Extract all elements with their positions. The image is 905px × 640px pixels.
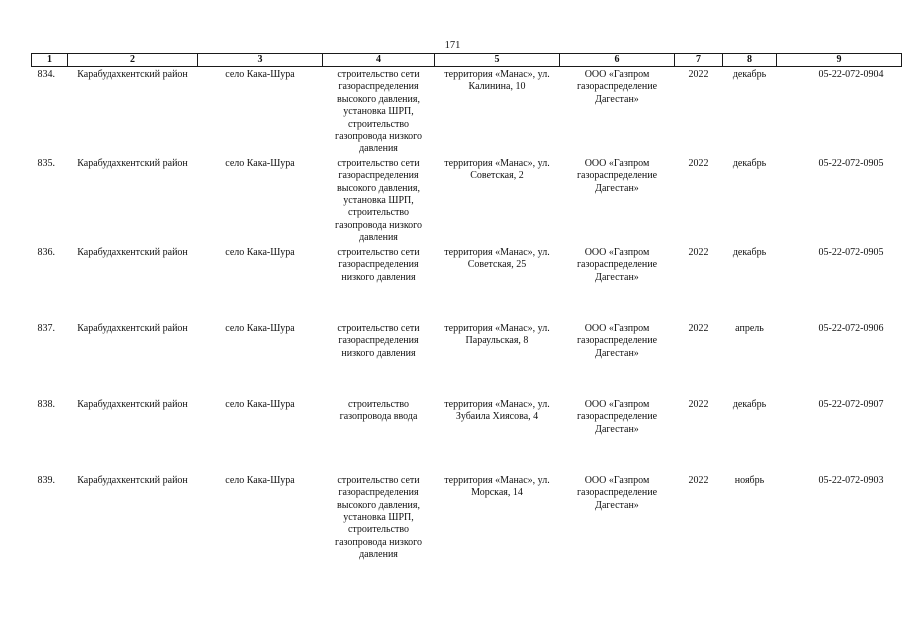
gas-network-table [31, 53, 902, 562]
table-row [32, 156, 902, 245]
organization-cell: ООО «Газпром газораспределение Дагестан» [576, 474, 658, 511]
row-number: 835. [37, 157, 55, 169]
organization-cell: ООО «Газпром газораспределение Дагестан» [576, 246, 658, 283]
work-cell: строительство сети газораспределения высокого давления, установка ШРП, строительство газопровода низкого давления [334, 69, 423, 155]
year-cell: 2022 [688, 69, 709, 80]
settlement-cell: село Кака-Шура [225, 246, 295, 258]
year-cell: 2022 [688, 474, 709, 486]
address-cell: территория «Манас», ул. Калинина, 10 [444, 69, 550, 93]
code-cell: 05-22-072-0903 [818, 474, 884, 486]
year-cell: 2022 [688, 322, 709, 334]
month-cell: декабрь [732, 246, 767, 258]
col-header-5: 5 [435, 54, 560, 67]
work-cell: строительство сети газораспределения низкого давления [337, 322, 420, 359]
month-cell: декабрь [732, 69, 767, 80]
settlement-cell: село Кака-Шура [225, 474, 295, 486]
code-cell: 05-22-072-0906 [818, 322, 884, 334]
settlement-cell: село Кака-Шура [225, 398, 295, 410]
address-cell: территория «Манас», ул. Советская, 2 [444, 157, 550, 182]
district-cell: Карабудахкентский район [77, 474, 188, 486]
address-cell: территория «Манас», ул. Советская, 25 [444, 246, 550, 271]
col-header-2: 2 [68, 54, 198, 67]
header-row [32, 54, 902, 67]
district-cell: Карабудахкентский район [77, 322, 188, 334]
address-cell: территория «Манас», ул. Параульская, 8 [444, 322, 550, 347]
col-header-4: 4 [323, 54, 435, 67]
table-row [32, 321, 902, 397]
col-header-7: 7 [675, 54, 723, 67]
address-cell: территория «Манас», ул. Зубаила Хиясова, 4 [444, 398, 550, 423]
row-number: 837. [37, 322, 55, 334]
work-cell: строительство сети газораспределения высокого давления, установка ШРП, строительство газопровода низкого давления [334, 474, 423, 561]
code-cell: 05-22-072-0904 [818, 69, 884, 80]
year-cell: 2022 [688, 246, 709, 258]
col-header-6: 6 [560, 54, 675, 67]
row-number: 838. [37, 398, 55, 410]
row-number: 836. [37, 246, 55, 258]
address-cell: территория «Манас», ул. Морская, 14 [444, 474, 550, 499]
work-cell: строительство сети газораспределения высокого давления, установка ШРП, строительство газопровода низкого давления [334, 157, 423, 244]
work-cell: строительство сети газораспределения низкого давления [337, 246, 420, 283]
month-cell: ноябрь [734, 474, 765, 486]
code-cell: 05-22-072-0905 [818, 157, 884, 169]
work-cell: строительство газопровода ввода [339, 398, 418, 423]
district-cell: Карабудахкентский район [77, 246, 188, 258]
settlement-cell: село Кака-Шура [225, 157, 295, 169]
district-cell: Карабудахкентский район [77, 398, 188, 410]
code-cell: 05-22-072-0907 [818, 398, 884, 410]
month-cell: апрель [735, 322, 764, 334]
organization-cell: ООО «Газпром газораспределение Дагестан» [576, 322, 658, 359]
year-cell: 2022 [688, 157, 709, 169]
col-header-1: 1 [32, 54, 68, 67]
code-cell: 05-22-072-0905 [818, 246, 884, 258]
row-number: 834. [37, 69, 55, 80]
table-row [32, 397, 902, 473]
organization-cell: ООО «Газпром газораспределение Дагестан» [576, 398, 658, 435]
district-cell: Карабудахкентский район [77, 157, 188, 169]
month-cell: декабрь [732, 398, 767, 410]
organization-cell: ООО «Газпром газораспределение Дагестан» [576, 69, 658, 105]
table-row [32, 473, 902, 562]
settlement-cell: село Кака-Шура [225, 69, 295, 80]
year-cell: 2022 [688, 398, 709, 410]
page-number: 171 [444, 40, 461, 51]
col-header-8: 8 [723, 54, 777, 67]
table-row [32, 67, 902, 156]
col-header-3: 3 [198, 54, 323, 67]
organization-cell: ООО «Газпром газораспределение Дагестан» [576, 157, 658, 194]
district-cell: Карабудахкентский район [77, 69, 188, 80]
row-number: 839. [37, 474, 55, 486]
table-row [32, 245, 902, 321]
col-header-9: 9 [777, 54, 902, 67]
settlement-cell: село Кака-Шура [225, 322, 295, 334]
month-cell: декабрь [732, 157, 767, 169]
